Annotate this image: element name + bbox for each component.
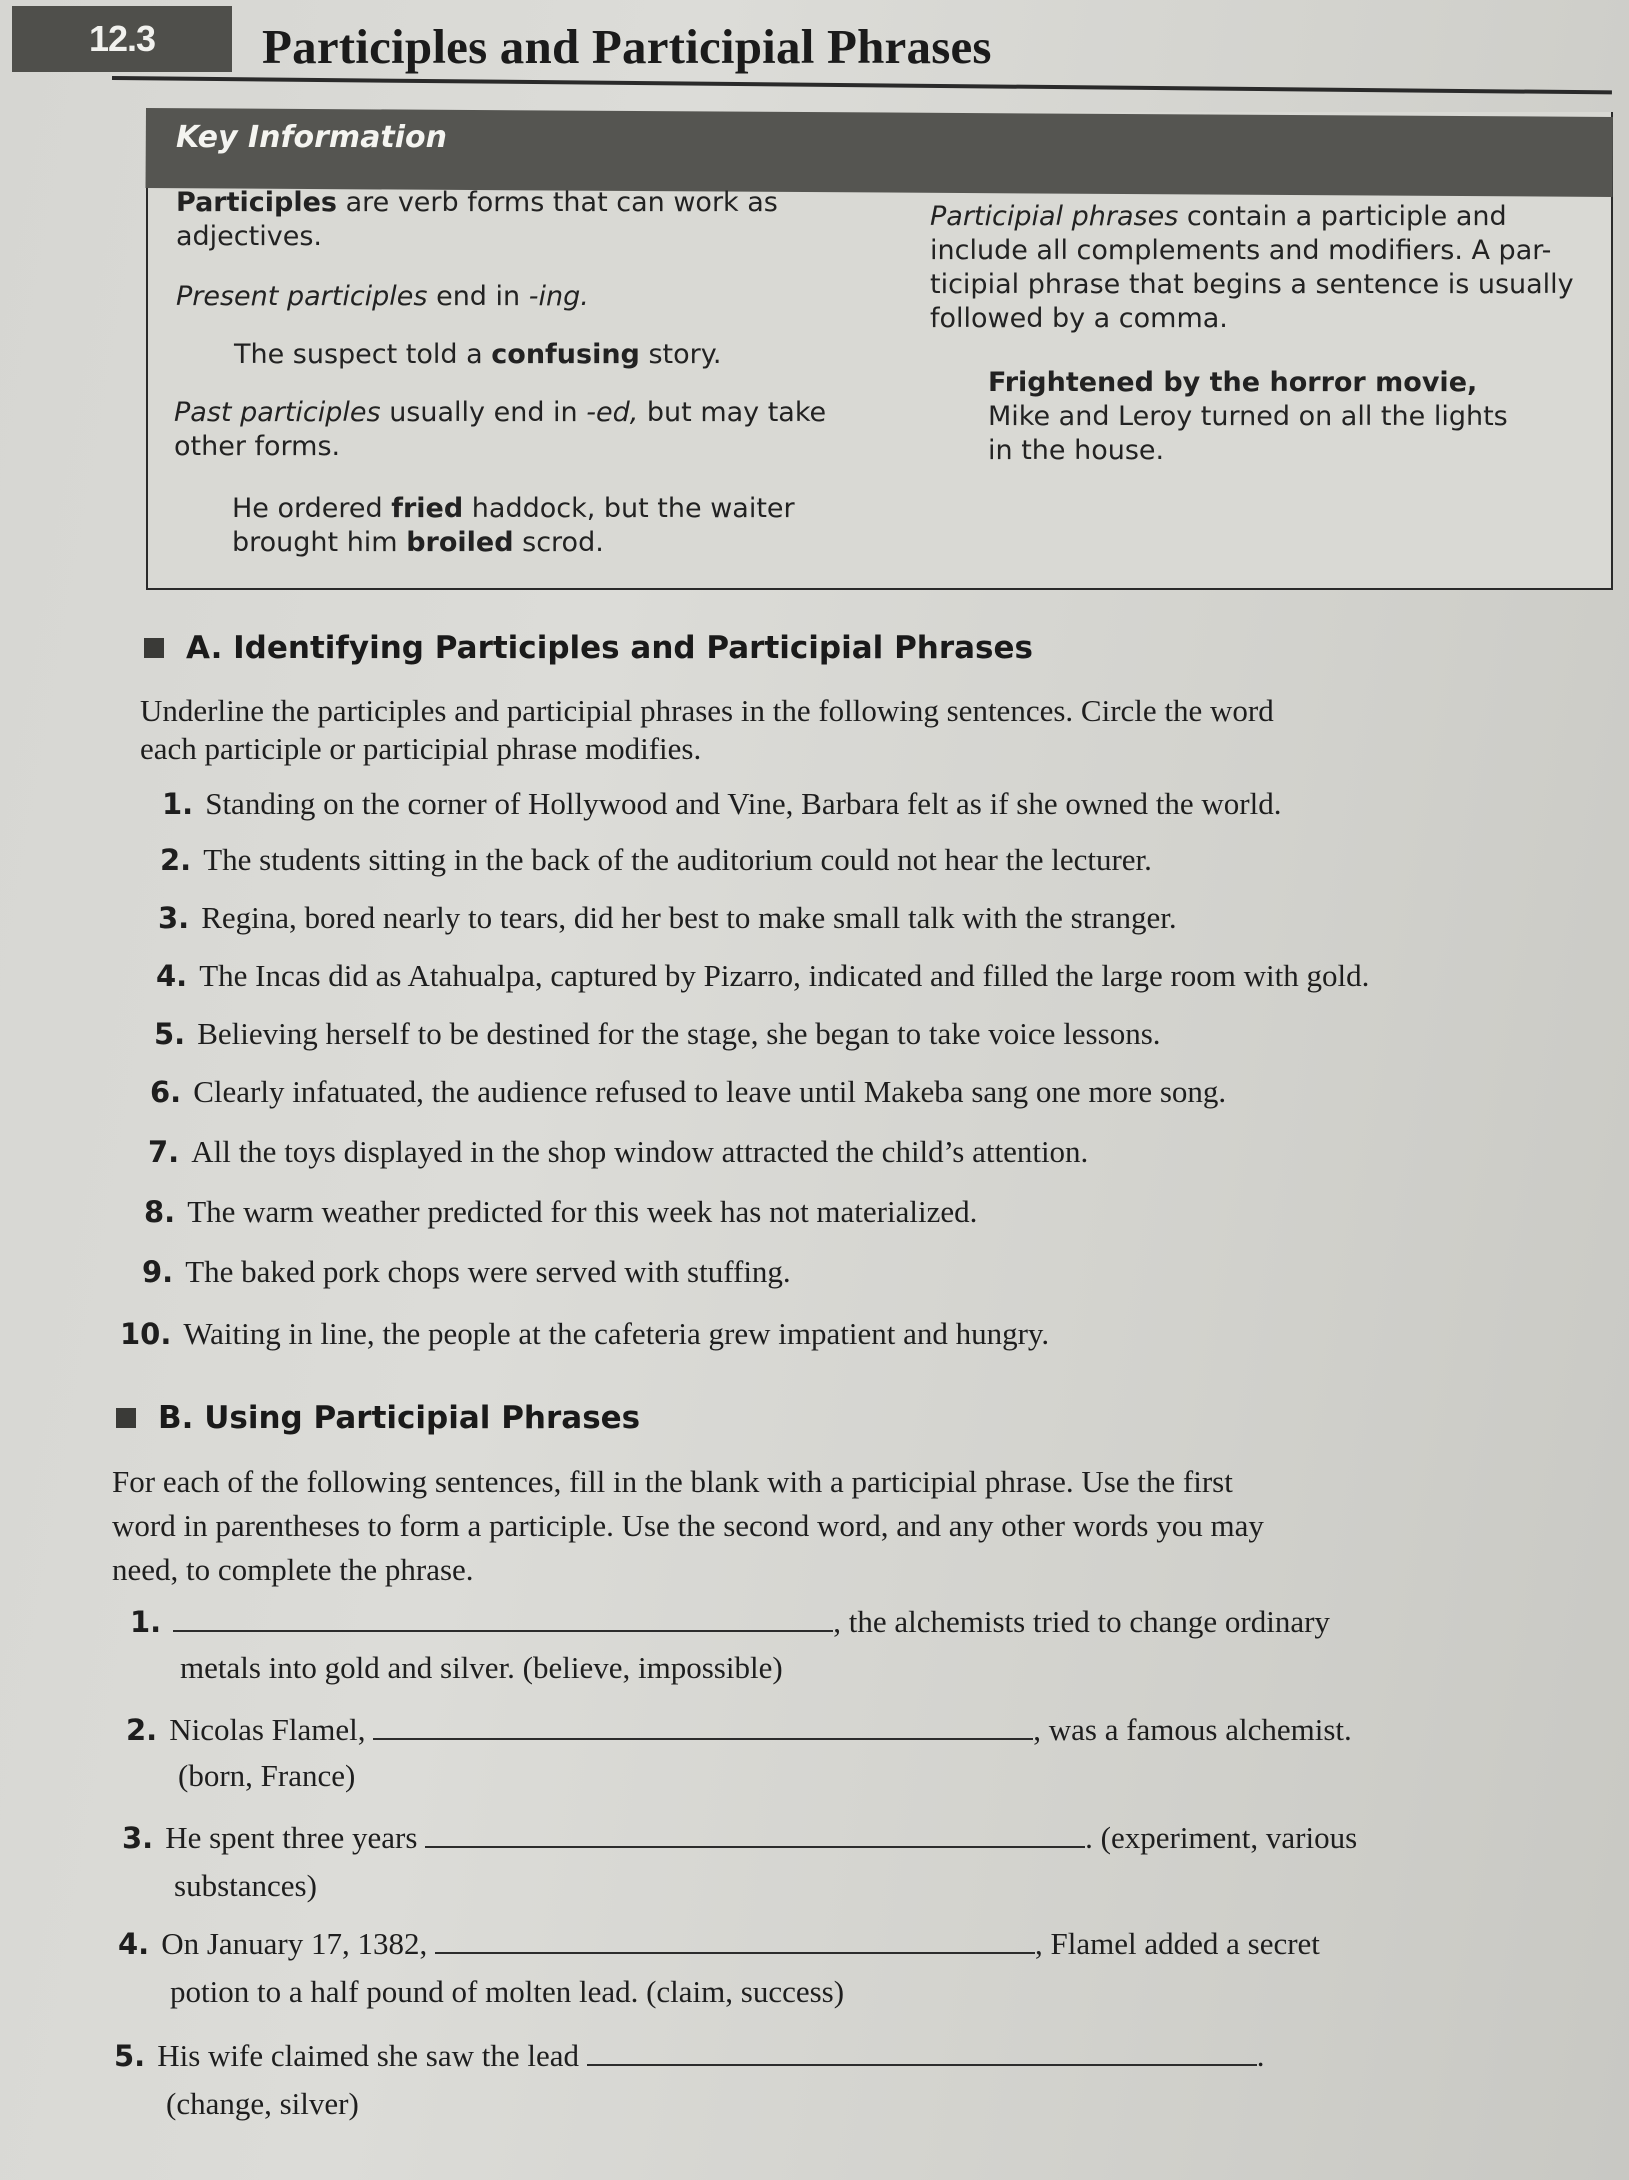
definition-text: include all complements and modifiers. A par- [930, 235, 1552, 266]
instructions-text: need, to complete the phrase. [112, 1552, 474, 1587]
exercise-b-item-4-line2: potion to a half pound of molten lead. (claim, success) [170, 1974, 845, 2009]
exercise-a-item-3 [158, 900, 1177, 936]
term-participial-phrases: Participial phrases [930, 201, 1179, 232]
item-sentence[interactable]: The warm weather predicted for this week has not materialized. [187, 1194, 978, 1229]
past-participles-rule [174, 396, 826, 464]
page-title: Participles and Participial Phrases [262, 19, 992, 74]
item-number: 8. [144, 1195, 176, 1229]
example-text: Mike and Leroy turned on all the lights [988, 401, 1508, 432]
example-participle: fried [391, 493, 464, 524]
item-sentence[interactable]: The Incas did as Atahualpa, captured by Pizarro, indicated and filled the large room with gold. [199, 958, 1370, 993]
section-b-title: B. Using Participial Phrases [158, 1400, 641, 1436]
past-participle-example [232, 492, 795, 560]
instructions-text: For each of the following sentences, fill in the blank with a participial phrase. Use the first [112, 1464, 1233, 1499]
example-text: He ordered [232, 493, 392, 524]
item-sentence[interactable]: All the toys displayed in the shop window attracted the child’s attention. [191, 1134, 1089, 1169]
item-number: 3. [122, 1821, 154, 1855]
item-number: 6. [150, 1075, 182, 1109]
rule-text: usually end in [380, 397, 587, 428]
definition-text: are verb forms that can work as [337, 187, 778, 218]
definition-text: adjectives. [176, 221, 322, 252]
section-a-heading [144, 630, 1033, 666]
exercise-a-item-7 [148, 1134, 1088, 1170]
lesson-number-badge [12, 6, 232, 72]
example-text: brought him [232, 527, 407, 558]
suffix-ed: -ed, [586, 397, 639, 428]
item-number: 7. [148, 1135, 180, 1169]
title-divider [112, 76, 1612, 94]
exercise-b-item-3-line2: substances) [174, 1868, 317, 1903]
example-participle: broiled [406, 527, 514, 558]
exercise-b-item-2 [126, 1712, 1352, 1748]
exercise-a-item-8 [144, 1194, 977, 1230]
item-number: 2. [160, 843, 192, 877]
sentence-before-blank: His wife claimed she saw the lead [157, 2038, 587, 2073]
instructions-text: word in parentheses to form a participle. Use the second word, and any other words you may [112, 1508, 1264, 1543]
sentence-after-blank: , Flamel added a secret [1035, 1926, 1320, 1961]
definition-text: contain a participle and [1178, 201, 1507, 232]
exercise-a-item-9 [142, 1254, 791, 1290]
rule-text: other forms. [174, 431, 341, 462]
exercise-b-item-5 [114, 2038, 1265, 2074]
term-participles: Participles [176, 187, 337, 218]
exercise-b-item-5-line2: (change, silver) [166, 2086, 359, 2121]
item-sentence[interactable]: Waiting in line, the people at the cafeteria grew impatient and hungry. [183, 1316, 1050, 1351]
example-text: scrod. [513, 527, 604, 558]
item-number: 4. [156, 959, 188, 993]
item-number: 3. [158, 901, 190, 935]
exercise-a-item-5 [154, 1016, 1161, 1052]
section-a-title: A. Identifying Participles and Participial Phrases [186, 630, 1033, 666]
instructions-text: Underline the participles and participial phrases in the following sentences. Circle the word [140, 693, 1274, 728]
example-participle: confusing [491, 339, 640, 370]
sentence-before-blank: He spent three years [165, 1820, 426, 1855]
item-sentence[interactable]: Regina, bored nearly to tears, did her best to make small talk with the stranger. [201, 900, 1177, 935]
participial-phrase-example [988, 366, 1508, 468]
item-number: 5. [114, 2039, 146, 2073]
exercise-b-item-4 [118, 1926, 1320, 1962]
exercise-a-item-2 [160, 842, 1152, 878]
definition-text: followed by a comma. [930, 303, 1228, 334]
item-sentence[interactable]: Believing herself to be destined for the stage, she began to take voice lessons. [197, 1016, 1161, 1051]
exercise-a-item-6 [150, 1074, 1226, 1110]
item-sentence[interactable]: Standing on the corner of Hollywood and Vine, Barbara felt as if she owned the world. [205, 786, 1282, 821]
example-text: story. [639, 339, 722, 370]
answer-blank[interactable] [587, 2038, 1257, 2066]
example-text: The suspect told a [234, 339, 492, 370]
example-text: in the house. [988, 435, 1165, 466]
definition-text: ticipial phrase that begins a sentence is usually [930, 269, 1574, 300]
item-number: 9. [142, 1255, 174, 1289]
square-bullet-icon [144, 638, 164, 658]
answer-blank[interactable] [435, 1926, 1035, 1954]
rule-text: but may take [638, 397, 827, 428]
instructions-text: each participle or participial phrase modifies. [140, 731, 702, 766]
section-b-heading [116, 1400, 640, 1436]
term-past-participles: Past participles [174, 397, 381, 428]
answer-blank[interactable] [425, 1820, 1085, 1848]
exercise-b-item-1 [130, 1604, 1330, 1640]
exercise-b-item-1-line2: metals into gold and silver. (believe, impossible) [180, 1650, 783, 1685]
item-number: 4. [118, 1927, 150, 1961]
participial-phrases-definition [930, 200, 1574, 336]
exercise-a-item-1 [162, 786, 1281, 822]
item-number: 1. [130, 1605, 162, 1639]
exercise-b-item-3 [122, 1820, 1357, 1856]
example-text: haddock, but the waiter [463, 493, 795, 524]
exercise-a-item-10 [120, 1316, 1049, 1352]
example-phrase: Frightened by the horror movie, [988, 367, 1478, 398]
lesson-number: 12.3 [88, 18, 156, 59]
item-sentence[interactable]: Clearly infatuated, the audience refused to leave until Makeba sang one more song. [193, 1074, 1227, 1109]
exercise-a-item-4 [156, 958, 1369, 994]
sentence-before-blank: On January 17, 1382, [161, 1926, 435, 1961]
sentence-before-blank: Nicolas Flamel, [169, 1712, 374, 1747]
item-sentence[interactable]: The students sitting in the back of the auditorium could not hear the lecturer. [203, 842, 1152, 877]
item-number: 2. [126, 1713, 158, 1747]
present-participles-rule [176, 280, 589, 314]
item-number: 10. [120, 1317, 172, 1351]
item-number: 1. [162, 787, 194, 821]
item-sentence[interactable]: The baked pork chops were served with stuffing. [185, 1254, 791, 1289]
answer-blank[interactable] [373, 1712, 1033, 1740]
participles-definition [176, 186, 778, 254]
square-bullet-icon [116, 1408, 136, 1428]
term-present-participles: Present participles [176, 281, 428, 312]
key-information-label: Key Information [176, 120, 448, 155]
item-number: 5. [154, 1017, 186, 1051]
exercise-b-item-2-line2: (born, France) [178, 1758, 356, 1793]
suffix-ing: -ing. [528, 281, 589, 312]
sentence-after-blank: . (experiment, various [1085, 1820, 1358, 1855]
section-b-instructions [112, 1460, 1264, 1592]
answer-blank[interactable] [173, 1604, 833, 1632]
rule-text: end in [427, 281, 529, 312]
sentence-after-blank: . [1256, 2038, 1265, 2073]
sentence-after-blank: , the alchemists tried to change ordinary [833, 1604, 1330, 1639]
sentence-after-blank: , was a famous alchemist. [1033, 1712, 1352, 1747]
present-participle-example [234, 338, 721, 372]
section-a-instructions [140, 692, 1274, 768]
